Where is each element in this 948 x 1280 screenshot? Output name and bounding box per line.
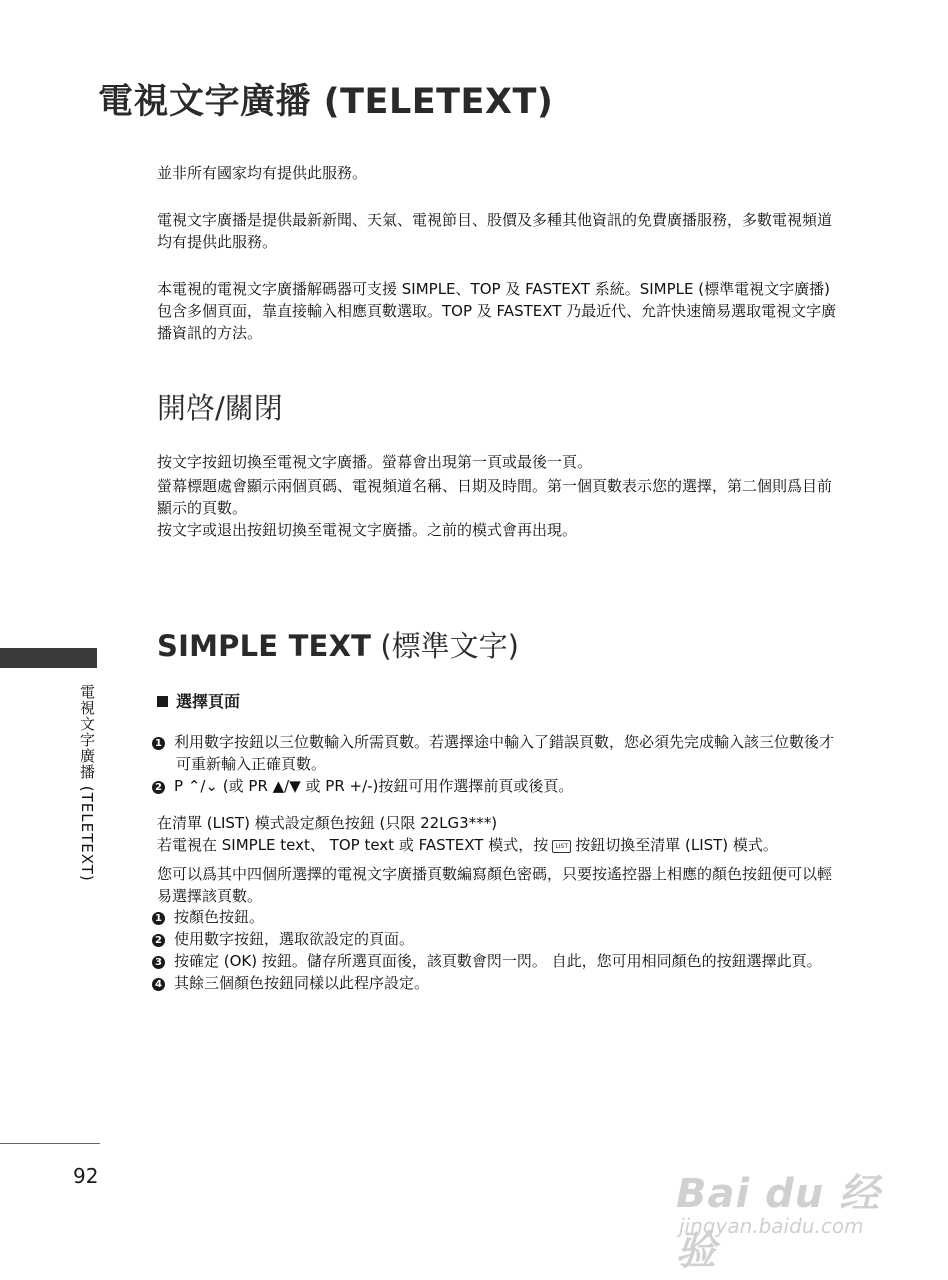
subheading-text: 選擇頁面 — [176, 692, 241, 711]
intro-paragraph-2 — [157, 209, 832, 253]
number-bullet-icon: 2 — [152, 934, 165, 947]
list-mode-line-2b: 按鈕切換至清單 (LIST) 模式。 — [575, 836, 778, 854]
color-code-line-2: 易選擇該頁數。 — [157, 887, 263, 905]
list-item — [152, 950, 822, 972]
step-item-2-text: P ⌃/⌄ (或 PR ▲/▼ 或 PR +/-)按鈕可用作選擇前頁或後頁。 — [174, 777, 574, 795]
page-number: 92 — [73, 1164, 99, 1188]
list-item — [152, 928, 822, 950]
section-title-simple-text — [157, 624, 519, 665]
list-mode-text — [157, 812, 778, 856]
intro-p3-line-1: 本電視的電視文字廣播解碼器可支援 SIMPLE、TOP 及 FASTEXT 系統。SIMPLE (標準電視文字廣播) — [157, 280, 830, 298]
intro-p2-line-2: 均有提供此服務。 — [157, 233, 278, 251]
list-item-text: 按顏色按鈕。 — [174, 908, 265, 926]
intro-paragraph-3 — [157, 278, 836, 344]
on-off-line-4: 按文字或退出按鈕切換至電視文字廣播。之前的模式會再出現。 — [157, 521, 578, 539]
intro-p2-line-1: 電視文字廣播是提供最新新聞、天氣、電視節目、股價及多種其他資訊的免費廣播服務，多數電視頻道 — [157, 211, 833, 229]
on-off-text — [157, 451, 832, 541]
on-off-line-3: 顯示的頁數。 — [157, 499, 248, 517]
select-page-steps — [152, 731, 834, 797]
number-bullet-icon: 1 — [152, 737, 165, 750]
number-bullet-icon: 4 — [152, 978, 165, 991]
step-item-2 — [152, 775, 834, 797]
number-bullet-icon: 1 — [152, 912, 165, 925]
subheading-select-page — [157, 689, 240, 712]
watermark-url: jingyan.baidu.com — [679, 1214, 864, 1238]
watermark-logo: Bai du 经验 — [676, 1171, 881, 1274]
color-steps-list — [152, 906, 822, 994]
step-item-1-line-2: 可重新輸入正確頁數。 — [176, 755, 327, 773]
on-off-line-2: 螢幕標題處會顯示兩個頁碼、電視頻道名稱、日期及時間。第一個頁數表示您的選擇，第二個則爲目前 — [157, 477, 833, 495]
list-mode-line-2 — [157, 834, 778, 856]
sidebar-tab-bar — [0, 648, 97, 668]
intro-p3-line-3: 播資訊的方法。 — [157, 324, 263, 342]
square-bullet-icon — [157, 696, 168, 707]
baidu-watermark — [676, 1148, 896, 1274]
list-mode-line-1: 在清單 (LIST) 模式設定顏色按鈕 (只限 22LG3***) — [157, 814, 498, 832]
step-item-1 — [152, 731, 834, 753]
list-mode-line-2a: 若電視在 SIMPLE text、 TOP text 或 FASTEXT 模式，按 — [157, 836, 549, 854]
list-item-text: 使用數字按鈕，選取欲設定的頁面。 — [174, 930, 415, 948]
footer-divider — [0, 1143, 100, 1144]
page-title: 電視文字廣播 (TELETEXT) — [98, 82, 554, 122]
number-bullet-icon: 3 — [152, 956, 165, 969]
list-item — [152, 972, 822, 994]
list-item — [152, 906, 822, 928]
list-button-icon: LIST — [552, 840, 571, 853]
section-title-on-off: 開啓/關閉 — [157, 391, 283, 425]
sidebar-label: 電視文字廣播 (TELETEXT) — [78, 684, 96, 882]
list-item-text: 按確定 (OK) 按鈕。儲存所選頁面後，該頁數會閃一閃。 自此，您可用相同顏色的按鈕選擇此頁。 — [174, 952, 822, 970]
on-off-line-1: 按文字按鈕切換至電視文字廣播。螢幕會出現第一頁或最後一頁。 — [157, 453, 593, 471]
color-code-line-1: 您可以爲其中四個所選擇的電視文字廣播頁數編寫顏色密碼，只要按遙控器上相應的顏色按鈕便可以輕 — [157, 865, 833, 883]
number-bullet-icon: 2 — [152, 781, 165, 794]
color-code-text — [157, 863, 832, 907]
step-item-1-line-1: 利用數字按鈕以三位數輸入所需頁數。若選擇途中輸入了錯誤頁數，您必須先完成輸入該三位數後才 — [174, 733, 835, 751]
intro-paragraph-1: 並非所有國家均有提供此服務。 — [157, 164, 368, 182]
simple-text-title-rest: (標準文字) — [371, 629, 519, 663]
intro-p3-line-2: 包含多個頁面，靠直接輸入相應頁數選取。TOP 及 FASTEXT 乃最近代、允許快速簡易選取電視文字廣 — [157, 302, 837, 320]
simple-text-title-bold: SIMPLE TEXT — [157, 629, 372, 663]
list-item-text: 其餘三個顏色按鈕同樣以此程序設定。 — [174, 974, 430, 992]
